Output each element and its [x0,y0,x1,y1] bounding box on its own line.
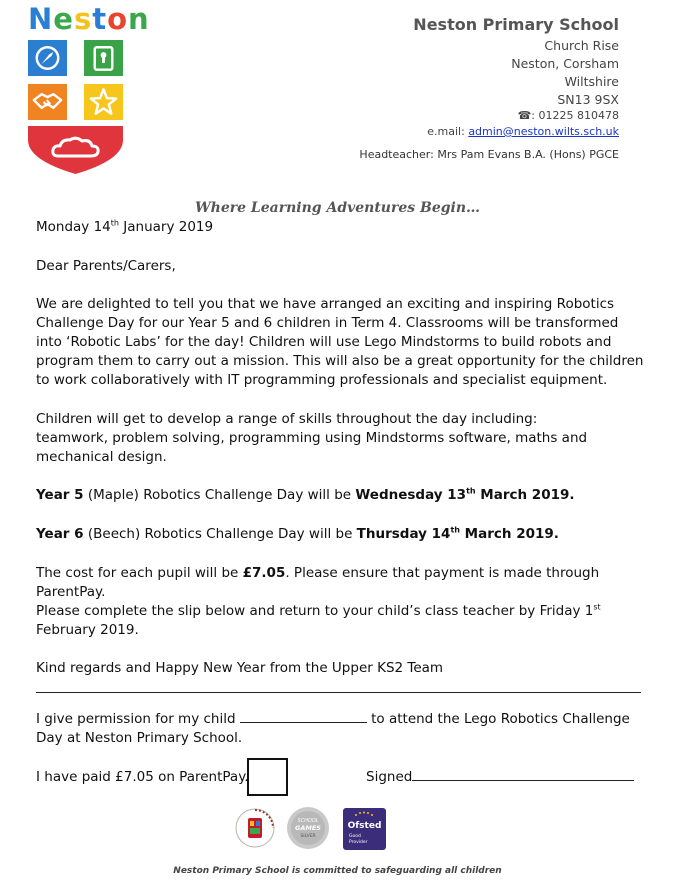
sign-off: Kind regards and Happy New Year from the Upper KS2 Team [36,660,444,676]
ofsted-grade: Provider [349,840,368,845]
school-name: Neston Primary School [413,15,619,34]
permission-text: to attend the Lego Robotics Challenge Day at Neston Primary School. [36,711,630,746]
paid-statement: I have paid £7.05 on ParentPay. [36,769,249,785]
logo-letter: n [128,2,150,36]
cost-text: The cost for each pupil will be [36,565,243,581]
instruction-text: Please complete the slip below and return to your child’s class teacher by Friday 1 [36,603,594,619]
event-date: March 2019. [459,526,559,542]
phone-number: ☎: 01225 810478 [517,109,619,122]
date-suffix: st [593,602,601,612]
date-suffix: th [110,218,119,228]
games-text-1: SCHOOL [297,818,319,824]
email-label: e.mail: [427,125,465,138]
award-crest-badge [234,806,276,850]
date-text: January 2019 [118,219,214,235]
headteacher: Headteacher: Mrs Pam Evans B.A. (Hons) PGCE [359,148,619,161]
games-text-3: SILVER [300,834,316,839]
signature-line [366,768,646,787]
year6-date [36,525,646,544]
keyhole-door-icon [84,40,123,76]
child-name-blank[interactable] [240,710,367,723]
postcode: SN13 9SX [557,92,619,107]
address-line: Neston, Corsham [511,56,619,71]
date-suffix: th [466,486,476,496]
safeguarding-footer: Neston Primary School is committed to safeguarding all children [173,866,502,876]
letter-date [36,218,646,237]
logo-letter: t [92,2,108,36]
logo-letter: N [28,2,54,36]
compass-icon [28,40,67,76]
email-line [427,125,619,138]
permission-text: I give permission for my child [36,711,240,727]
permission-statement [36,710,646,748]
school-games-silver-badge [286,806,330,850]
logo-letter: o [107,2,129,36]
ofsted-good-provider-badge [343,808,386,850]
address-line: Wiltshire [564,74,619,89]
salutation: Dear Parents/Carers, [36,258,176,274]
logo-letter: e [53,2,74,36]
signature-blank[interactable] [412,768,634,781]
handshake-icon [28,84,67,120]
cloud-shield-icon [28,126,123,174]
year-label: Year 6 [36,526,84,542]
star-icon [84,84,123,120]
paragraph-intro: We are delighted to tell you that we have arranged an exciting and inspiring Robotics Challenge Day for our Year 5 and 6 children in Term 4. Classrooms will be transformed into ‘Robotic Labs’ for the day! Children will use Lego Mindstorms to build robots and program them to carry out a mission. This will also be a great opportunity for the children to work collaboratively with IT programming professionals and specialist equipment. [36,296,644,388]
paid-checkbox[interactable] [247,758,288,796]
year5-date [36,486,646,505]
date-suffix: th [450,525,460,535]
event-text: (Maple) Robotics Challenge Day will be [83,487,356,503]
logo-letter: s [73,2,93,36]
instruction-text: February 2019. [36,622,139,638]
ofsted-grade: Good [349,834,361,839]
return-slip-instruction [36,602,646,640]
event-date: Wednesday 13 [355,487,467,503]
cost-line [36,564,646,602]
cost-amount: £7.05 [242,565,286,581]
paragraph-skills-list: teamwork, problem solving, programming using Mindstorms software, maths and mechanical design. [36,430,588,465]
motto: Where Learning Adventures Begin… [194,200,481,216]
cut-line-divider [36,692,641,693]
date-text: Monday 14 [36,219,111,235]
school-logo-wordmark [28,2,150,36]
ofsted-title: Ofsted [347,821,382,831]
event-text: (Beech) Robotics Challenge Day will be [83,526,357,542]
games-text-2: GAMES [295,824,321,832]
paragraph-skills-intro: Children will get to develop a range of skills throughout the day including: [36,411,538,427]
cost-text: . Please ensure that payment is made through ParentPay. [36,565,600,600]
email-link[interactable]: admin@neston.wilts.sch.uk [468,125,619,138]
event-date: Thursday 14 [356,526,451,542]
year-label: Year 5 [36,487,84,503]
address-line: Church Rise [544,38,619,53]
event-date: March 2019. [475,487,575,503]
signed-label: Signed [366,769,413,785]
